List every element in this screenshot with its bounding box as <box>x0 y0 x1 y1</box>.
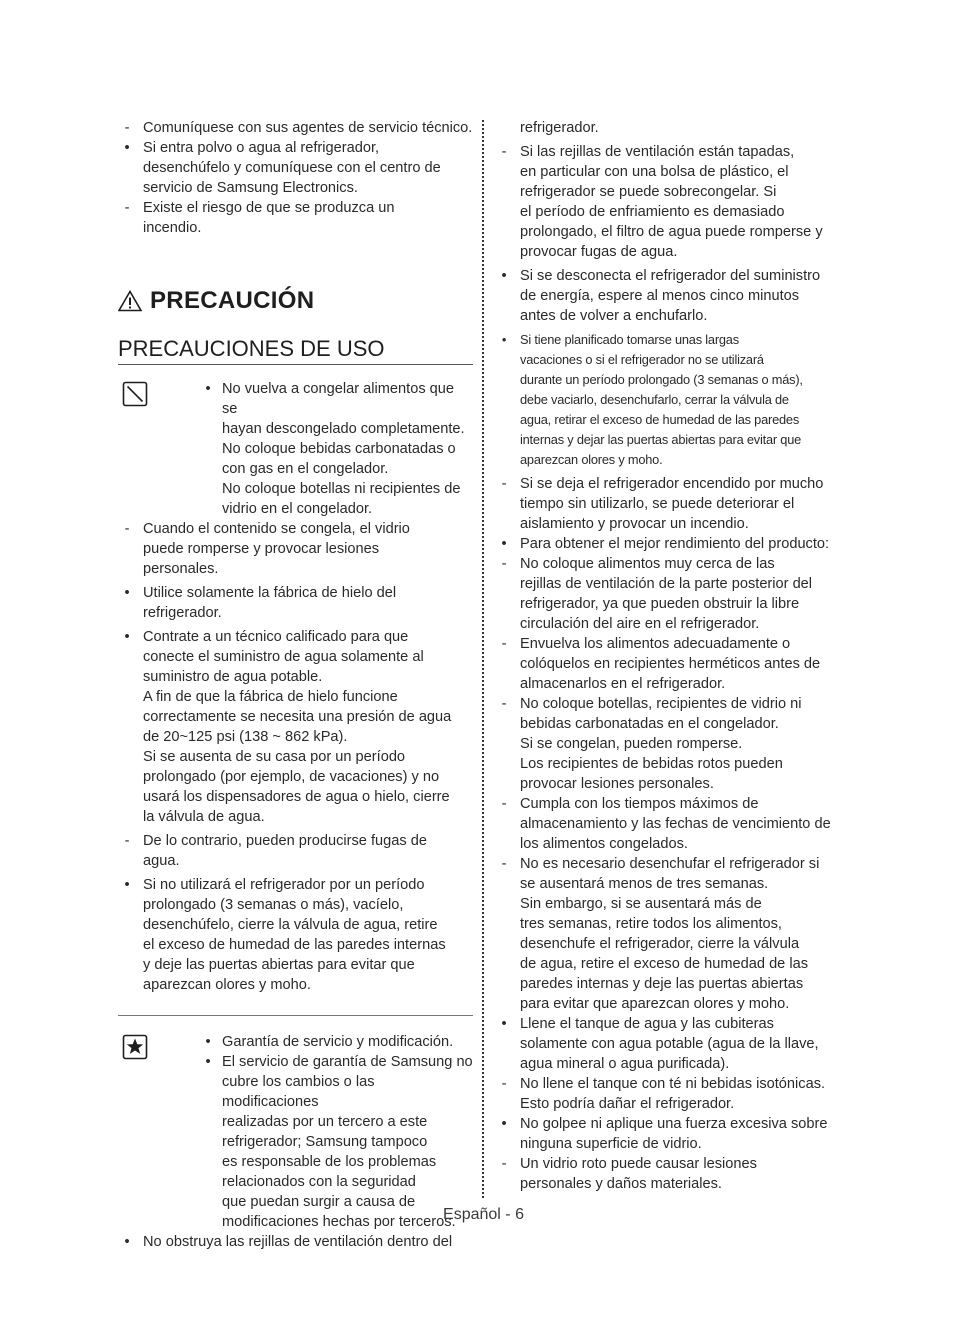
list-marker: • <box>501 1016 507 1032</box>
section-title: PRECAUCIONES DE USO <box>118 336 473 365</box>
list-item-text: No llene el tanque con té ni bebidas isotónicas. Esto podría dañar el refrigerador. <box>520 1076 826 1112</box>
list-item <box>495 330 857 470</box>
list-item-text: Si las rejillas de ventilación están tapadas, en particular con una bolsa de plástico, el refrigerador se puede sobrecongelar. Si el período de enfriamiento es demasiado prolongado, el filtro de agua puede romperse y provocar fugas de agua. <box>520 144 823 260</box>
list-item-text: No coloque alimentos muy cerca de las rejillas de ventilación de la parte posterior del refrigerador, ya que pueden obstruir la libre circulación del aire en el refrigerador. <box>520 556 813 632</box>
list-marker: - <box>501 636 507 652</box>
list-marker: - <box>501 556 507 572</box>
column-divider <box>482 120 484 1198</box>
list-marker: - <box>501 856 507 872</box>
warranty-block <box>118 1032 473 1232</box>
list-item-text: No golpee ni aplique una fuerza excesiva sobre ninguna superficie de vidrio. <box>520 1116 828 1152</box>
list-item-text: Llene el tanque de agua y las cubiteras solamente con agua potable (agua de la llave, agua mineral o agua purificada). <box>520 1016 819 1072</box>
list-item <box>495 1114 857 1154</box>
list-item <box>495 854 857 1014</box>
list-marker: • <box>124 629 130 645</box>
list-item-text: Para obtener el mejor rendimiento del producto: <box>520 536 830 552</box>
list-item-text: Comuníquese con sus agentes de servicio técnico. <box>143 120 473 136</box>
list-item <box>118 831 473 871</box>
list-item <box>200 1032 473 1052</box>
list-marker: - <box>501 144 507 160</box>
list-item-text: No vuelva a congelar alimentos que se hayan descongelado completamente. No coloque bebidas carbonatadas o con gas en el congelador. No coloque botellas ni recipientes de vidrio en el congelador. <box>222 381 465 517</box>
list-item <box>118 1232 473 1252</box>
list-item <box>118 583 473 623</box>
list-item <box>118 627 473 827</box>
list-item-text: No obstruya las rejillas de ventilación dentro del <box>143 1234 453 1250</box>
list-marker: • <box>124 877 130 893</box>
mid-list <box>118 519 473 995</box>
list-item-text: Existe el riesgo de que se produzca un incendio. <box>143 200 395 236</box>
list-item-text: refrigerador. <box>520 120 599 136</box>
caution-title: PRECAUCIÓN <box>150 287 315 314</box>
list-item-text: Si entra polvo o agua al refrigerador, desenchúfelo y comuníquese con el centro de servicio de Samsung Electronics. <box>143 140 441 196</box>
list-item <box>118 875 473 995</box>
page-footer: Español - 6 <box>443 1206 524 1223</box>
list-item <box>495 1154 857 1194</box>
list-marker: - <box>501 1156 507 1172</box>
list-item-text: No es necesario desenchufar el refrigerador si se ausentará menos de tres semanas. Sin embargo, si se ausentará más de tres semanas, retire todos los alimentos, desenchufe el refrigerador, cierre la válvula de agua, retire el exceso de humedad de las paredes internas y deje las puertas abiertas para evitar que aparezcan olores y moho. <box>520 856 820 1012</box>
list-item <box>118 198 473 238</box>
list-item <box>118 118 473 138</box>
list-marker: • <box>501 268 507 284</box>
list-marker: • <box>124 1234 130 1250</box>
list-marker: - <box>501 696 507 712</box>
list-item-text: Un vidrio roto puede causar lesiones personales y daños materiales. <box>520 1156 757 1192</box>
list-marker: - <box>124 200 130 216</box>
list-marker: • <box>124 585 130 601</box>
list-marker: - <box>501 1076 507 1092</box>
list-item <box>200 379 473 519</box>
list-marker: - <box>124 521 130 537</box>
list-item <box>495 794 857 854</box>
no-freeze-block <box>118 379 473 519</box>
caution-heading <box>118 286 473 316</box>
list-item-text: Envuelva los alimentos adecuadamente o colóquelos en recipientes herméticos antes de almacenarlos en el refrigerador. <box>520 636 821 692</box>
list-item-text: Cumpla con los tiempos máximos de almacenamiento y las fechas de vencimiento de los alimentos congelados. <box>520 796 831 852</box>
list-item <box>495 142 857 262</box>
list-item-text: El servicio de garantía de Samsung no cubre los cambios o las modificaciones realizadas por un tercero a este refrigerador; Samsung tampoco es responsable de los problemas relacionados con la seguridad que puedan surgir a causa de modificaciones hechas por terceros. <box>222 1054 473 1230</box>
list-marker: - <box>501 476 507 492</box>
warning-triangle-icon <box>118 290 142 312</box>
bottom-list <box>118 1232 473 1252</box>
list-marker: • <box>501 536 507 552</box>
list-item <box>495 1014 857 1074</box>
list-item <box>495 266 857 326</box>
list-item-text: Si se deja el refrigerador encendido por mucho tiempo sin utilizarlo, se puede deteriorar el aislamiento y provocar un incendio. <box>520 476 824 532</box>
warranty-star-icon <box>122 1034 148 1060</box>
list-item-text: Utilice solamente la fábrica de hielo del refrigerador. <box>143 585 397 621</box>
list-item-text: Si no utilizará el refrigerador por un período prolongado (3 semanas o más), vacíelo, desenchúfelo, cierre la válvula de agua, retire el exceso de humedad de las paredes internas y deje las puertas abiertas para evitar que aparezcan olores y moho. <box>143 877 446 993</box>
list-marker: • <box>205 381 211 397</box>
list-item-text: Si tiene planificado tomarse unas largas vacaciones o si el refrigerador no se utilizará durante un período prolongado (3 semanas o más), debe vaciarlo, desenchufarlo, cerrar la válvula de agua, retirar el exceso de humedad de las paredes internas y dejar las puertas abiertas para evitar que aparezcan olores y moho. <box>520 332 803 467</box>
top-list <box>118 118 473 238</box>
list-marker: - <box>501 796 507 812</box>
list-marker: • <box>124 140 130 156</box>
list-item-text: De lo contrario, pueden producirse fugas de agua. <box>143 833 427 869</box>
list-marker: • <box>501 1116 507 1132</box>
list-item-text: Garantía de servicio y modificación. <box>222 1034 454 1050</box>
list-marker: - <box>124 833 130 849</box>
left-column <box>118 118 473 1252</box>
list-item <box>495 554 857 634</box>
list-item <box>495 634 857 694</box>
list-marker: • <box>205 1034 211 1050</box>
right-column <box>495 118 857 1194</box>
list-item <box>495 474 857 534</box>
no-freeze-icon <box>122 381 148 407</box>
list-item-text: Si se desconecta el refrigerador del suministro de energía, espere al menos cinco minutos antes de volver a enchufarlo. <box>520 268 821 324</box>
list-item <box>495 1074 857 1114</box>
list-item-text: Cuando el contenido se congela, el vidrio puede romperse y provocar lesiones personales. <box>143 521 410 577</box>
list-marker: • <box>501 332 507 347</box>
list-item <box>200 1052 473 1232</box>
list-item <box>118 519 473 579</box>
list-marker: • <box>205 1054 211 1070</box>
list-item-text: No coloque botellas, recipientes de vidrio ni bebidas carbonatadas en el congelador. Si se congelan, pueden romperse. Los recipientes de bebidas rotos pueden provocar lesiones personales. <box>520 696 802 792</box>
list-item <box>495 694 857 794</box>
list-item-text: Contrate a un técnico calificado para que conecte el suministro de agua solamente al suministro de agua potable. A fin de que la fábrica de hielo funcione correctamente se necesita una presión de agua de 20~125 psi (138 ~ 862 kPa). Si se ausenta de su casa por un período prolongado (por ejemplo, de vacaciones) y no usará los dispensadores de agua o hielo, cierre la válvula de agua. <box>143 629 452 825</box>
list-item <box>495 118 857 138</box>
divider-rule <box>118 1015 473 1016</box>
list-item <box>118 138 473 198</box>
list-item <box>495 534 857 554</box>
list-marker: - <box>124 120 130 136</box>
